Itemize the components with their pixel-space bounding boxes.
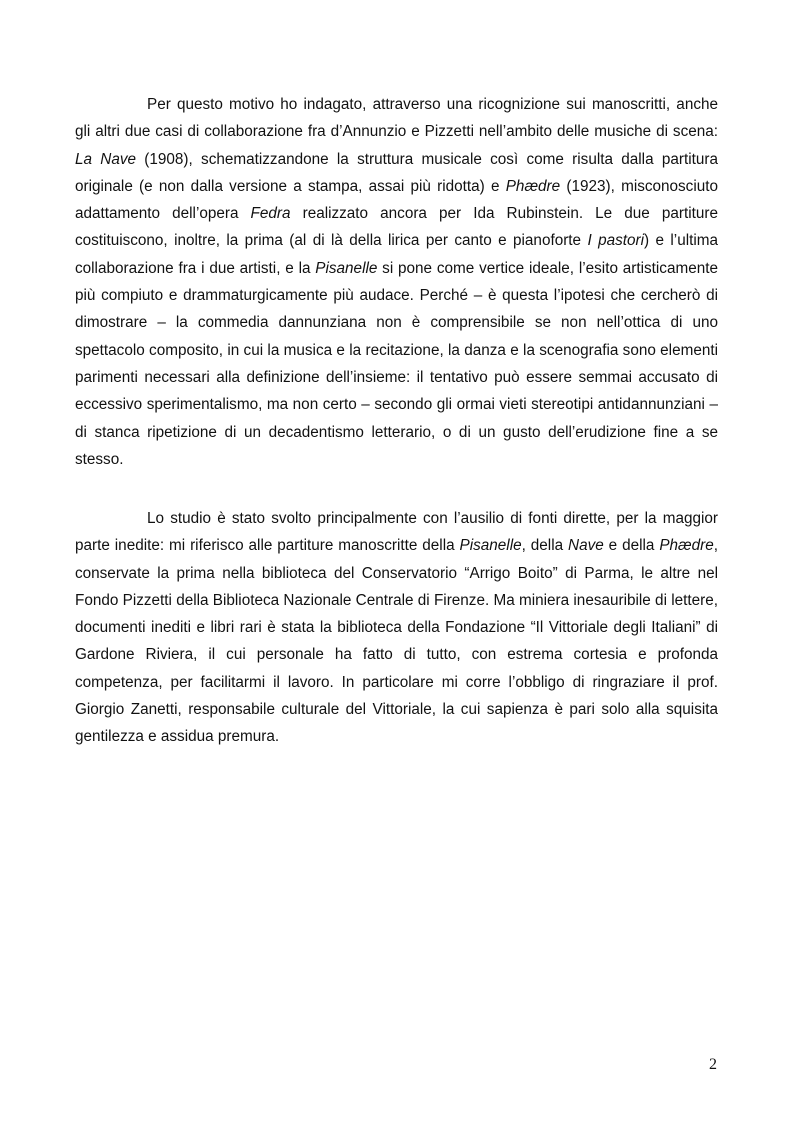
page-number: 2 [709,1056,717,1073]
work-title-pisanelle: Pisanelle [315,259,378,277]
work-title-la-nave: La Nave [75,150,137,168]
body-paragraph-1 [75,91,718,473]
work-title-phaedre: Phædre [505,177,561,195]
paragraph-1-text-5: ) e l’ultima collaborazione fra i due artisti, e la [75,232,718,277]
work-title-i-pastori: I pastori [587,232,645,250]
paragraph-2-text-2: , della [521,537,569,555]
work-title-phaedre: Phædre [659,537,714,555]
paragraph-2-text-3: e della [603,537,660,555]
work-title-fedra: Fedra [250,205,291,223]
paragraph-1-text-2: (1908), schematizzandone la struttura musicale così come risulta dalla partitura originale (e non dalla versione a stampa, assai più ridotta) e [75,150,718,195]
paragraph-2-text-1: Lo studio è stato svolto principalmente con l’ausilio di fonti dirette, per la maggior parte inedite: mi riferisco alle partiture manoscritte della [75,510,718,555]
paragraph-1-text-1: Per questo motivo ho indagato, attraverso una ricognizione sui manoscritti, anche gli altri due casi di collaborazione fra d’Annunzio e Pizzetti nell’ambito delle musiche di scena: [75,96,718,141]
paragraph-2-text-4: , conservate la prima nella biblioteca del Conservatorio “Arrigo Boito” di Parma, le altre nel Fondo Pizzetti della Biblioteca Nazionale Centrale di Firenze. Ma miniera inesauribile di lettere, documenti inediti e libri rari è stata la biblioteca della Fondazione “Il Vittoriale degli Italiani” di Gardone Riviera, il cui personale ha fatto di tutto, con estrema cortesia e profonda competenza, per facilitarmi il lavoro. In particolare mi corre l’obbligo di ringraziare il prof. Giorgio Zanetti, responsabile culturale del Vittoriale, la cui sapienza è pari solo alla squisita gentilezza e assidua premura. [75,537,718,746]
paragraph-1-text-3: (1923), misconosciuto adattamento dell’opera [75,177,718,223]
work-title-pisanelle: Pisanelle [459,537,522,555]
paragraph-1-text-6: si pone come vertice ideale, l’esito artisticamente più compiuto e drammaturgicamente più audace. Perché – è questa l’ipotesi che cercherò di dimostrare – la commedia dannunziana non è comprensibile se non nell’ottica di uno spettacolo composito, in cui la musica e la recitazione, la danza e la scenografia sono elementi parimenti necessari alla definizione dell’insieme: il tentativo può essere semmai accusato di eccessivo sperimentalismo, ma non certo – secondo gli ormai vieti stereotipi antidannunziani – di stanca ripetizione di un decadentismo letterario, o di un gusto dell’erudizione fine a se stesso. [75,259,718,468]
paragraph-1-text-4: realizzato ancora per Ida Rubinstein. Le due partiture costituiscono, inoltre, la prima (al di là della lirica per canto e pianoforte [75,205,718,250]
work-title-nave: Nave [568,537,604,555]
body-paragraph-2 [75,505,718,751]
